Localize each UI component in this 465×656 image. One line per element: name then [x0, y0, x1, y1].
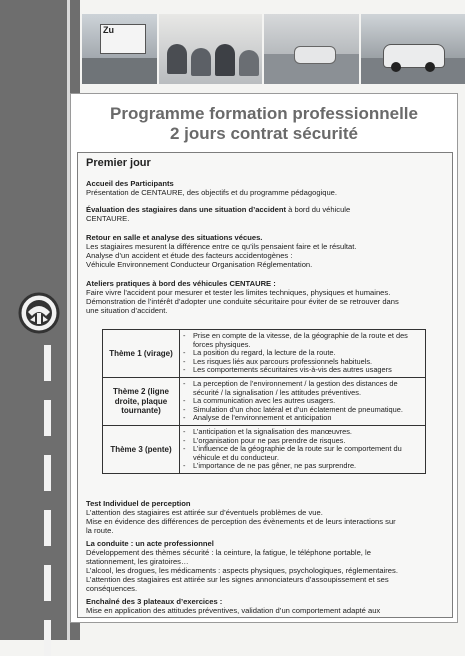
sheet-header [71, 94, 457, 154]
section-line: la route. [86, 526, 114, 535]
section-line: Mise en application des attitudes préventives, validation d’un comportement adapté aux [86, 606, 381, 615]
section-title: Accueil des Participants [86, 179, 174, 188]
section-title: La conduite : un acte professionnel [86, 539, 214, 548]
photo-sign: Zu [100, 24, 146, 54]
section-ateliers [86, 279, 446, 315]
theme-name: Thème 3 (pente) [103, 425, 180, 473]
list-item: - Les risques liés aux parcours professionnels habituels. [183, 358, 422, 367]
section-line: L’attention des stagiaires est attirée sur d’éventuels problèmes de vue. [86, 508, 323, 517]
theme-items [180, 425, 426, 473]
section-line: Présentation de CENTAURE, des objectifs et du programme pédagogique. [86, 188, 338, 197]
list-item: - Simulation d’un choc latéral et d’un éclatement de pneumatique. [183, 406, 422, 415]
section-line: Analyse d’un accident et étude des facteurs accidentogènes : [86, 251, 293, 260]
list-item: - L’organisation pour ne pas prendre de risques. [183, 437, 422, 446]
table-row [103, 425, 426, 473]
section-line: Les stagiaires mesurent la différence entre ce qu’ils pensaient faire et le résultat. [86, 242, 357, 251]
road-dash [44, 455, 51, 491]
section-evaluation [86, 205, 446, 223]
road-dash [44, 620, 51, 656]
photo-road-signs [82, 14, 157, 84]
day-panel [77, 152, 453, 618]
section-line: L’attention des stagiaires est attirée sur les signes annonciateurs d’assoupissement et ses [86, 575, 389, 584]
section-line: CENTAURE. [86, 214, 130, 223]
section-title: Retour en salle et analyse des situations vécues. [86, 233, 263, 242]
road-dash [44, 345, 51, 381]
centaure-logo [18, 292, 60, 334]
road-dash [44, 400, 51, 436]
section-retour [86, 233, 446, 269]
photo-car [361, 14, 465, 84]
section-line: conséquences. [86, 584, 138, 593]
section-title: Ateliers pratiques à bord des véhicules CENTAURE : [86, 279, 276, 288]
section-line: stationnement, les giratoires… [86, 557, 189, 566]
section-title-suffix: à bord du véhicule [286, 205, 351, 214]
day-heading: Premier jour [86, 157, 151, 169]
photo-banner [82, 14, 465, 84]
section-enchaine [86, 597, 446, 615]
section-title-row [86, 205, 446, 214]
section-line: une situation d’accident. [86, 306, 168, 315]
section-conduite [86, 539, 446, 593]
section-line: Mise en évidence des différences de perception des évènements et de leurs interactions sur [86, 517, 396, 526]
table-row [103, 377, 426, 425]
section-title: Test Individuel de perception [86, 499, 191, 508]
section-accueil [86, 179, 446, 197]
road-dash [44, 510, 51, 546]
section-line: Démonstration de l’intérêt d’adopter une conduite sécuritaire pour éviter de se retrouver dans [86, 297, 399, 306]
table-row [103, 330, 426, 378]
list-item: - Prise en compte de la vitesse, de la géographie de la route et des forces physiques. [183, 332, 422, 349]
list-item: - La perception de l’environnement / la gestion des distances de sécurité / la signalisation / les attitudes préventives. [183, 380, 422, 397]
theme-name: Thème 2 (ligne droite, plaque tournante) [103, 377, 180, 425]
road-dash [44, 565, 51, 601]
list-item: - Les comportements sécuritaires vis-à-vis des autres usagers [183, 366, 422, 375]
photo-classroom [159, 14, 262, 84]
page-subtitle: 2 jours contrat sécurité [169, 124, 358, 143]
theme-name: Thème 1 (virage) [103, 330, 180, 378]
themes-table [102, 329, 426, 474]
section-line: L’alcool, les drogues, les médicaments : aspects physiques, psychologiques, réglementaires. [86, 566, 398, 575]
list-item: - L’importance de ne pas gêner, ne pas surprendre. [183, 462, 422, 471]
list-item: - L’influence de la géographie de la route sur le comportement du véhicule et du conducteur. [183, 445, 422, 462]
list-item: - L’anticipation et la signalisation des manœuvres. [183, 428, 422, 437]
section-line: Véhicule Environnement Conducteur Organisation Réglementation. [86, 260, 313, 269]
list-item: - La communication avec les autres usagers. [183, 397, 422, 406]
section-title: Évaluation des stagiaires dans une situation d’accident [86, 205, 287, 214]
photo-track [264, 14, 359, 84]
section-line: Faire vivre l’accident pour mesurer et tester les limites techniques, physiques et humaines. [86, 288, 391, 297]
page-title: Programme formation professionnelle [110, 104, 418, 123]
section-title: Enchaîné des 3 plateaux d’exercices : [86, 597, 223, 606]
list-item: - Analyse de l’environnement et anticipation [183, 414, 422, 423]
section-test-perception [86, 499, 446, 535]
list-item: - La position du regard, la lecture de la route. [183, 349, 422, 358]
section-line: Développement des thèmes sécurité : la ceinture, la fatigue, le téléphone portable, le [86, 548, 371, 557]
theme-items [180, 330, 426, 378]
program-sheet [70, 93, 458, 623]
theme-items [180, 377, 426, 425]
